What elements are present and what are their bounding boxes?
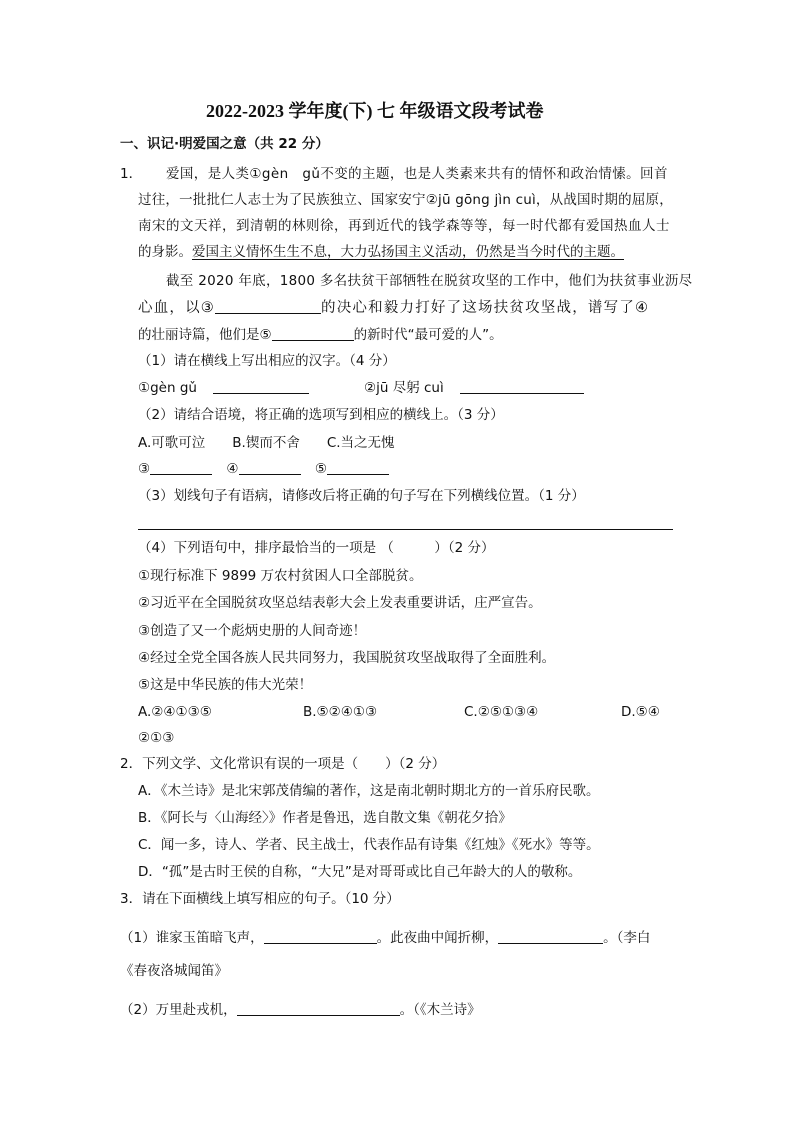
poem-text: 。（《木兰诗》 (399, 1002, 481, 1018)
poem-text: （1）谁家玉笛暗飞声， (120, 930, 264, 946)
sentence-item: ④经过全党全国各族人民共同努力，我国脱贫攻坚战取得了全面胜利。 (138, 650, 556, 666)
passage-text: 心血，以③ (138, 300, 215, 316)
answer-blank-sub2-4[interactable] (239, 460, 301, 475)
passage-text: 的决心和毅力打好了这场扶贫攻坚战，谱写了④ (321, 300, 650, 316)
q3-stem: 3．请在下面横线上填写相应的句子。（10 分） (120, 891, 400, 907)
blank-label: ⑤ (314, 461, 327, 477)
q2-option-a[interactable]: A．《木兰诗》是北宋郭茂倩编的著作，这是南北朝时期北方的一首乐府民歌。 (138, 783, 600, 799)
blank-label: ④ (226, 461, 239, 477)
q1-number: 1． (120, 166, 143, 182)
q2-stem: 2．下列文学、文化常识有误的一项是（ ）（2 分） (120, 756, 446, 772)
option-c[interactable]: C.②⑤①③④ (464, 704, 539, 720)
q1-sub1-prompt: （1）请在横线上写出相应的汉字。（4 分） (138, 353, 396, 369)
answer-blank-sub2-5[interactable] (327, 460, 389, 475)
poem-text: 。（李白 (603, 930, 651, 946)
q1-sub1-item (138, 378, 309, 398)
q1-passage-line (138, 325, 503, 345)
sentence-item: ③创造了又一个彪炳史册的人间奇迹！ (138, 623, 367, 639)
q1-passage-line: 爱国，是人类①gèn gǔ不变的主题，也是人类素来共有的情怀和政治情愫。回首 (166, 166, 668, 182)
q3-line (120, 928, 650, 948)
option-b[interactable]: B.⑤②④①③ (303, 704, 378, 720)
pinyin-label: ①gèn gǔ (138, 380, 197, 396)
q3-line (120, 1000, 481, 1020)
option-d-continued: ②①③ (138, 730, 175, 746)
q1-passage-line (138, 298, 649, 318)
blank-label: ③ (138, 461, 151, 477)
option-d[interactable]: D.⑤④ (621, 704, 660, 720)
underlined-sentence: 爱国主义情怀生生不息，大力弘扬国主义活动，仍然是当今时代的主题。 (192, 244, 624, 260)
answer-blank-2[interactable] (460, 379, 584, 394)
poem-blank-2[interactable] (498, 929, 603, 944)
passage-text: 的壮丽诗篇，他们是⑤ (138, 327, 272, 343)
pinyin-label: ②jū 尽躬 cuì (364, 380, 444, 396)
q1-sub2-options: A.可歌可泣 B.锲而不舍 C.当之无愧 (138, 435, 395, 451)
q3-source: 《春夜洛城闻笛》 (120, 963, 228, 979)
option-a[interactable]: A.②④①③⑤ (138, 704, 212, 720)
q2-option-c[interactable]: C．闻一多，诗人、学者、民主战士，代表作品有诗集《红烛》《死水》等等。 (138, 837, 600, 853)
q2-option-d[interactable]: D．“孤”是古时王侯的自称，“大兄”是对哥哥或比自己年龄大的人的敬称。 (138, 864, 582, 880)
q1-sub2-blanks (138, 459, 389, 479)
q1-sub4-prompt: （4）下列语句中，排序最恰当的一项是 （ ）（2 分） (138, 540, 495, 556)
sentence-item: ②习近平在全国脱贫攻坚总结表彰大会上发表重要讲话，庄严宣告。 (138, 595, 542, 611)
q1-sub3-prompt: （3）划线句子有语病，请修改后将正确的句子写在下列横线位置。（1 分） (138, 488, 585, 504)
q2-option-b[interactable]: B．《阿长与〈山海经〉》作者是鲁迅，选自散文集《朝花夕拾》 (138, 810, 512, 826)
poem-blank-3[interactable] (237, 1001, 400, 1016)
poem-text: 。此夜曲中闻折柳， (376, 930, 499, 946)
q1-passage-line (138, 242, 624, 262)
answer-blank-3[interactable] (215, 299, 321, 314)
section-heading: 一、识记·明爱国之意（共 22 分） (120, 136, 329, 152)
answer-blank-5[interactable] (272, 326, 354, 341)
q1-passage-line: 截至 2020 年底，1800 多名扶贫干部牺牲在脱贫攻坚的工作中，他们为扶贫事业沥尽 (166, 273, 693, 289)
answer-blank-sub2-3[interactable] (150, 460, 212, 475)
poem-text: （2）万里赴戎机， (120, 1002, 237, 1018)
passage-text: 的身影。 (138, 244, 192, 260)
passage-text: 的新时代“最可爱的人”。 (353, 327, 503, 343)
sentence-item: ⑤这是中华民族的伟大光荣！ (138, 677, 313, 693)
answer-blank-1[interactable] (213, 379, 309, 394)
q1-passage-line: 南宋的文天祥，到清朝的林则徐，再到近代的钱学森等等，每一时代都有爱国热血人士 (138, 218, 670, 234)
exam-title: 2022-2023 学年度(下) 七 年级语文段考试卷 (206, 101, 544, 121)
q1-sub1-item (364, 378, 584, 398)
q1-passage-line: 过往，一批批仁人志士为了民族独立、国家安宁②jū gōng jìn cuì，从战国时期的屈原， (138, 192, 673, 208)
sentence-item: ①现行标准下 9899 万农村贫困人口全部脱贫。 (138, 568, 423, 584)
poem-blank-1[interactable] (264, 929, 377, 944)
answer-line[interactable] (138, 529, 673, 530)
q1-sub2-prompt: （2）请结合语境，将正确的选项写到相应的横线上。（3 分） (138, 407, 504, 423)
